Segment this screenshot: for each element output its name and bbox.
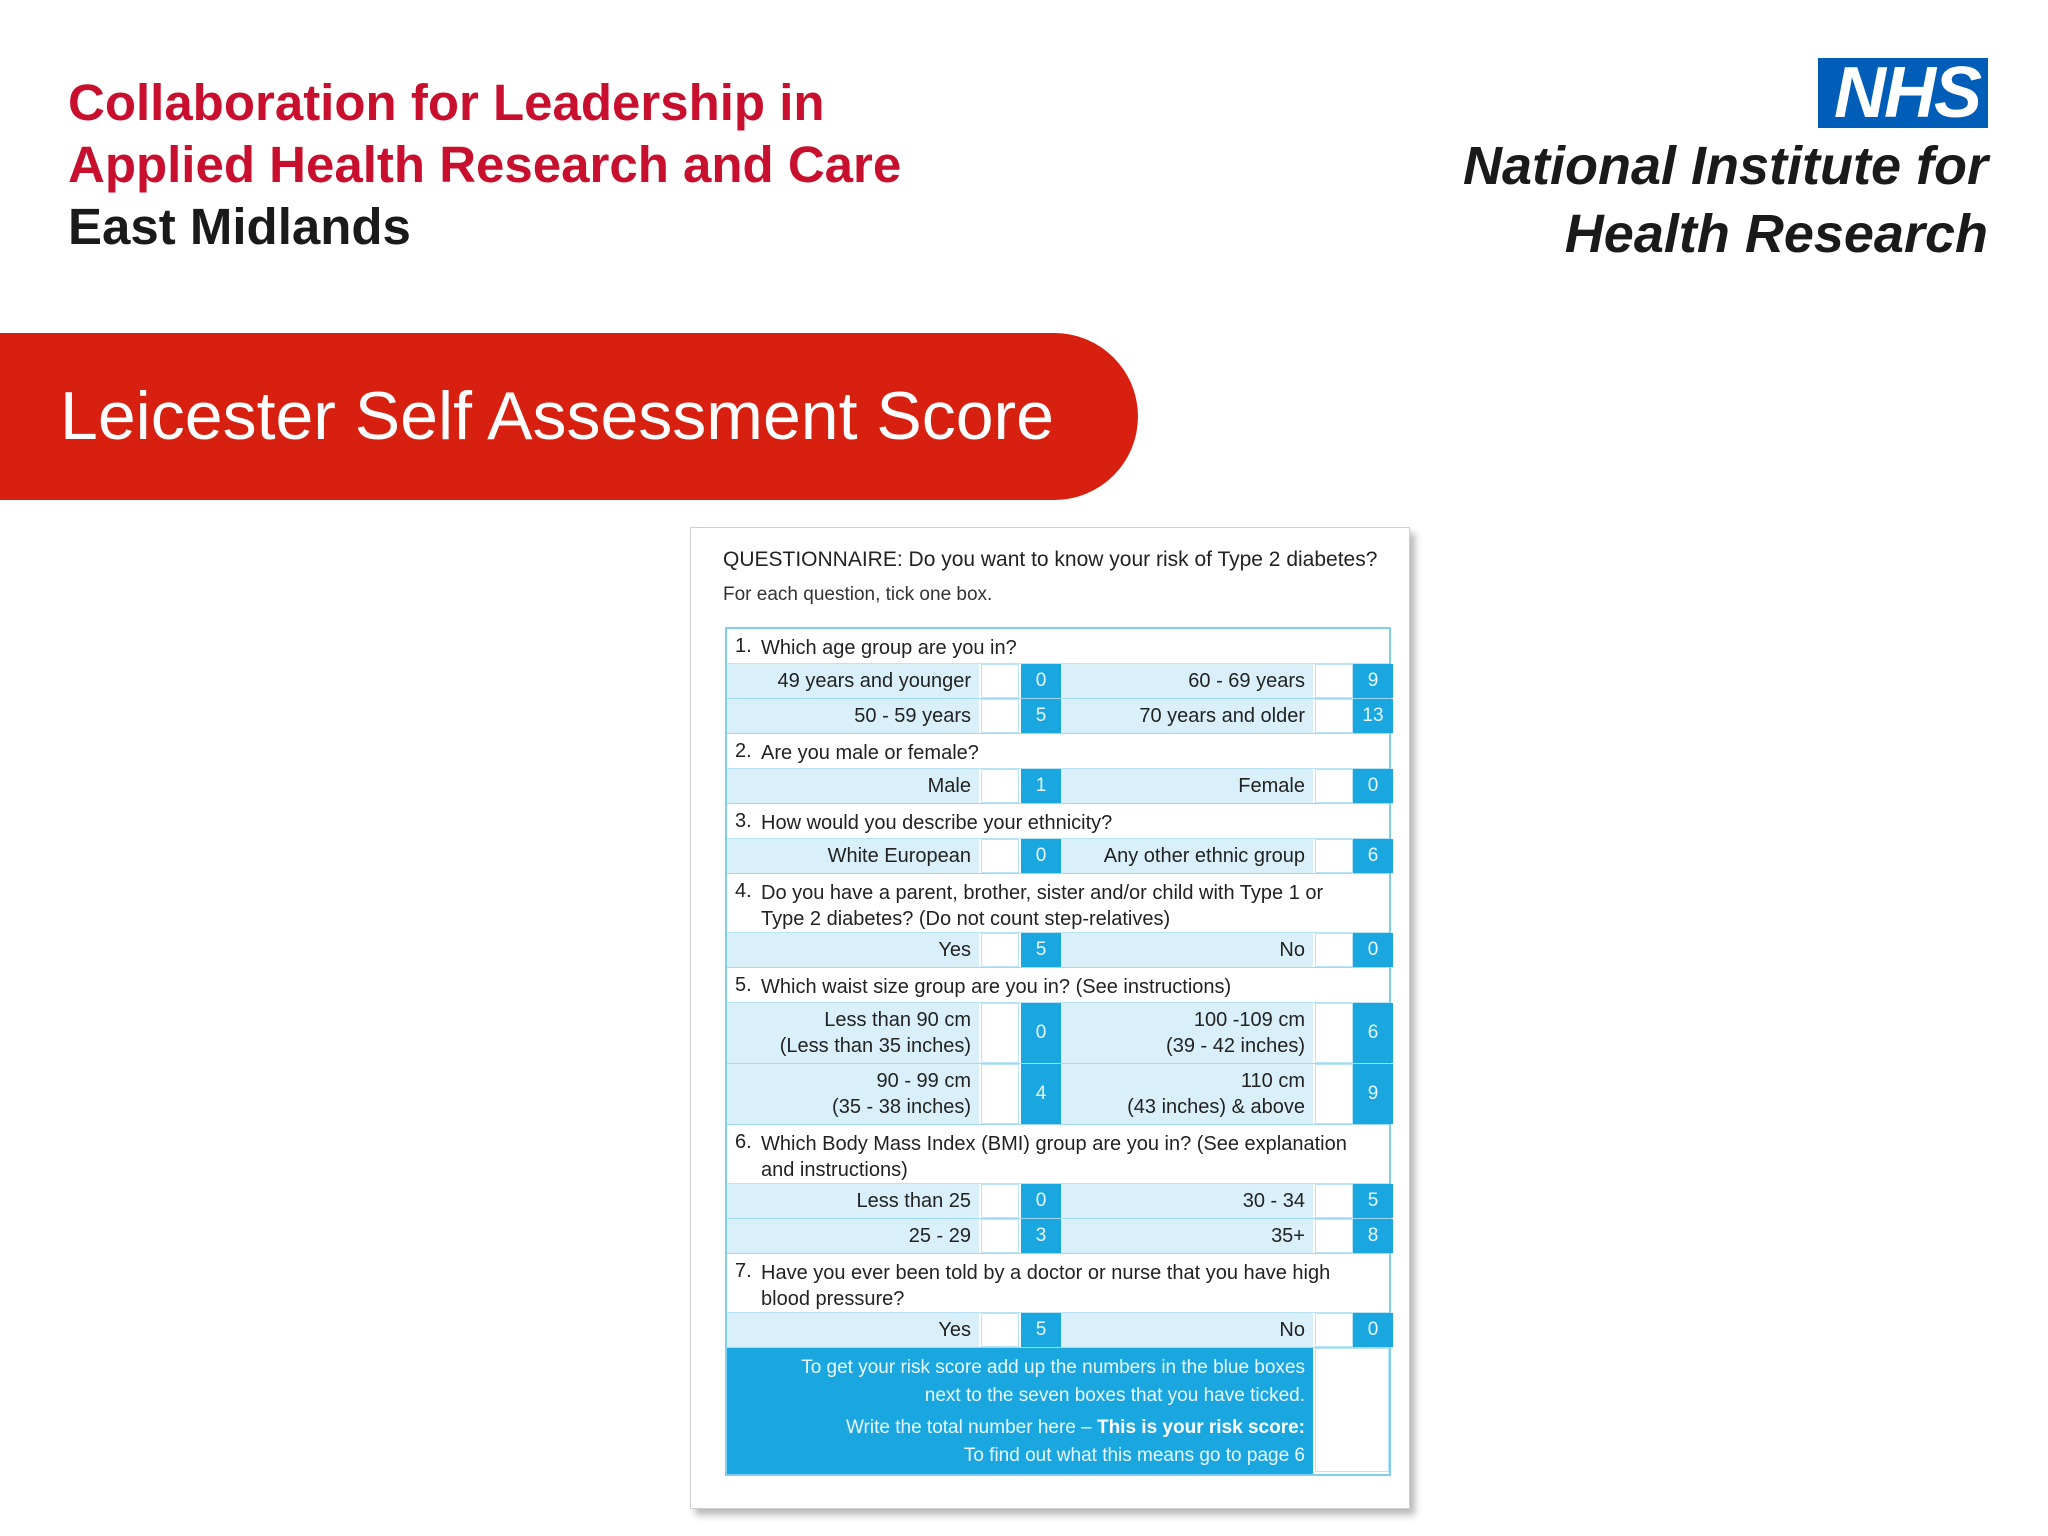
instructions-line-4: To find out what this means go to page 6	[963, 1445, 1305, 1466]
answer-label: Less than 90 cm (Less than 35 inches)	[727, 1003, 979, 1063]
answer-row	[727, 769, 1389, 804]
question-text: Have you ever been told by a doctor or nurse that you have high blood pressure?	[761, 1262, 1331, 1310]
answer-label: 70 years and older	[1061, 699, 1313, 733]
question-3	[727, 804, 1389, 839]
answer-row	[727, 933, 1389, 968]
answer-label: 50 - 59 years	[727, 699, 979, 733]
tick-box[interactable]	[981, 769, 1019, 803]
question-text: Which Body Mass Index (BMI) group are you in? (See explanation and instructions)	[761, 1133, 1347, 1181]
questionnaire-subtitle: For each question, tick one box.	[723, 584, 993, 605]
score-box: 0	[1353, 769, 1393, 803]
answer-row	[727, 664, 1389, 699]
instructions-line-2: next to the seven boxes that you have ticked.	[924, 1385, 1305, 1406]
total-score-box[interactable]	[1315, 1348, 1389, 1472]
tick-box[interactable]	[981, 933, 1019, 967]
answer-row	[727, 1003, 1389, 1064]
answer-label: 90 - 99 cm (35 - 38 inches)	[727, 1064, 979, 1124]
tick-box[interactable]	[1315, 769, 1353, 803]
score-instructions	[727, 1348, 1389, 1474]
question-number: 1.	[735, 635, 752, 657]
score-box: 13	[1353, 699, 1393, 733]
answer-label: 30 - 34	[1061, 1184, 1313, 1218]
answer-label: Yes	[727, 1313, 979, 1347]
question-text: Which age group are you in?	[761, 637, 1017, 659]
score-box: 4	[1021, 1064, 1061, 1124]
score-box: 0	[1353, 1313, 1393, 1347]
tick-box[interactable]	[1315, 664, 1353, 698]
score-box: 9	[1353, 664, 1393, 698]
answer-row	[727, 1184, 1389, 1219]
questionnaire-title: QUESTIONNAIRE: Do you want to know your risk of Type 2 diabetes?	[723, 548, 1378, 571]
score-box: 6	[1353, 839, 1393, 873]
question-number: 6.	[735, 1131, 752, 1153]
tick-box[interactable]	[981, 1003, 1019, 1063]
questionnaire-sheet	[690, 527, 1410, 1509]
tick-box[interactable]	[981, 1064, 1019, 1124]
clahrc-logo	[68, 72, 901, 258]
score-box: 0	[1021, 1184, 1061, 1218]
question-7	[727, 1254, 1389, 1313]
answer-label: White European	[727, 839, 979, 873]
tick-box[interactable]	[1315, 1064, 1353, 1124]
nihr-line-2: Health Research	[1564, 204, 1988, 264]
question-text: How would you describe your ethnicity?	[761, 812, 1113, 834]
tick-box[interactable]	[1315, 1003, 1353, 1063]
answer-label: 100 -109 cm (39 - 42 inches)	[1061, 1003, 1313, 1063]
question-number: 3.	[735, 810, 752, 832]
tick-box[interactable]	[981, 699, 1019, 733]
score-box: 5	[1021, 933, 1061, 967]
answer-label: Less than 25	[727, 1184, 979, 1218]
title-banner	[0, 333, 1138, 500]
question-text: Are you male or female?	[761, 742, 979, 764]
answer-row	[727, 699, 1389, 734]
tick-box[interactable]	[1315, 1313, 1353, 1347]
answer-label: Female	[1061, 769, 1313, 803]
nhs-logo: NHS	[1818, 58, 1988, 128]
instructions-text	[727, 1348, 1313, 1474]
slide-title: Leicester Self Assessment Score	[60, 378, 1055, 454]
score-box: 8	[1353, 1219, 1393, 1253]
score-box: 0	[1021, 1003, 1061, 1063]
tick-box[interactable]	[981, 839, 1019, 873]
answer-label: 110 cm (43 inches) & above	[1061, 1064, 1313, 1124]
answer-row	[727, 1313, 1389, 1348]
question-6	[727, 1125, 1389, 1184]
clahrc-line-1: Collaboration for Leadership in	[68, 74, 825, 131]
clahrc-line-2: Applied Health Research and Care	[68, 136, 902, 193]
tick-box[interactable]	[1315, 699, 1353, 733]
answer-label: 35+	[1061, 1219, 1313, 1253]
score-box: 0	[1021, 664, 1061, 698]
question-number: 5.	[735, 974, 752, 996]
score-box: 5	[1021, 699, 1061, 733]
answer-label: 25 - 29	[727, 1219, 979, 1253]
answer-row	[727, 1219, 1389, 1254]
answer-label: Male	[727, 769, 979, 803]
question-text: Do you have a parent, brother, sister and/or child with Type 1 or Type 2 diabetes? (Do not count step-relatives)	[761, 882, 1324, 930]
score-box: 0	[1353, 933, 1393, 967]
tick-box[interactable]	[1315, 1219, 1353, 1253]
score-box: 5	[1353, 1184, 1393, 1218]
tick-box[interactable]	[1315, 1184, 1353, 1218]
score-box: 9	[1353, 1064, 1393, 1124]
score-box: 6	[1353, 1003, 1393, 1063]
score-box: 0	[1021, 839, 1061, 873]
question-text: Which waist size group are you in? (See instructions)	[761, 976, 1232, 998]
score-box: 1	[1021, 769, 1061, 803]
question-number: 4.	[735, 880, 752, 902]
answer-label: 60 - 69 years	[1061, 664, 1313, 698]
nihr-line-1: National Institute for	[1463, 136, 1988, 196]
question-5	[727, 968, 1389, 1003]
question-number: 7.	[735, 1260, 752, 1282]
question-number: 2.	[735, 740, 752, 762]
tick-box[interactable]	[1315, 933, 1353, 967]
answer-label: No	[1061, 933, 1313, 967]
tick-box[interactable]	[981, 664, 1019, 698]
answer-label: Any other ethnic group	[1061, 839, 1313, 873]
tick-box[interactable]	[1315, 839, 1353, 873]
instructions-line-1: To get your risk score add up the numbers in the blue boxes	[801, 1357, 1305, 1378]
answer-label: 49 years and younger	[727, 664, 979, 698]
clahrc-line-3: East Midlands	[68, 198, 411, 255]
question-2	[727, 734, 1389, 769]
score-box: 5	[1021, 1313, 1061, 1347]
question-1	[727, 629, 1389, 664]
instructions-line-3: Write the total number here – This is your risk score:	[845, 1417, 1305, 1438]
tick-box[interactable]	[981, 1313, 1019, 1347]
tick-box[interactable]	[981, 1219, 1019, 1253]
nihr-logo	[1463, 53, 1988, 268]
answer-row	[727, 1064, 1389, 1125]
answer-label: Yes	[727, 933, 979, 967]
score-box: 3	[1021, 1219, 1061, 1253]
answer-label: No	[1061, 1313, 1313, 1347]
questionnaire-form	[725, 627, 1391, 1476]
answer-row	[727, 839, 1389, 874]
tick-box[interactable]	[981, 1184, 1019, 1218]
question-4	[727, 874, 1389, 933]
